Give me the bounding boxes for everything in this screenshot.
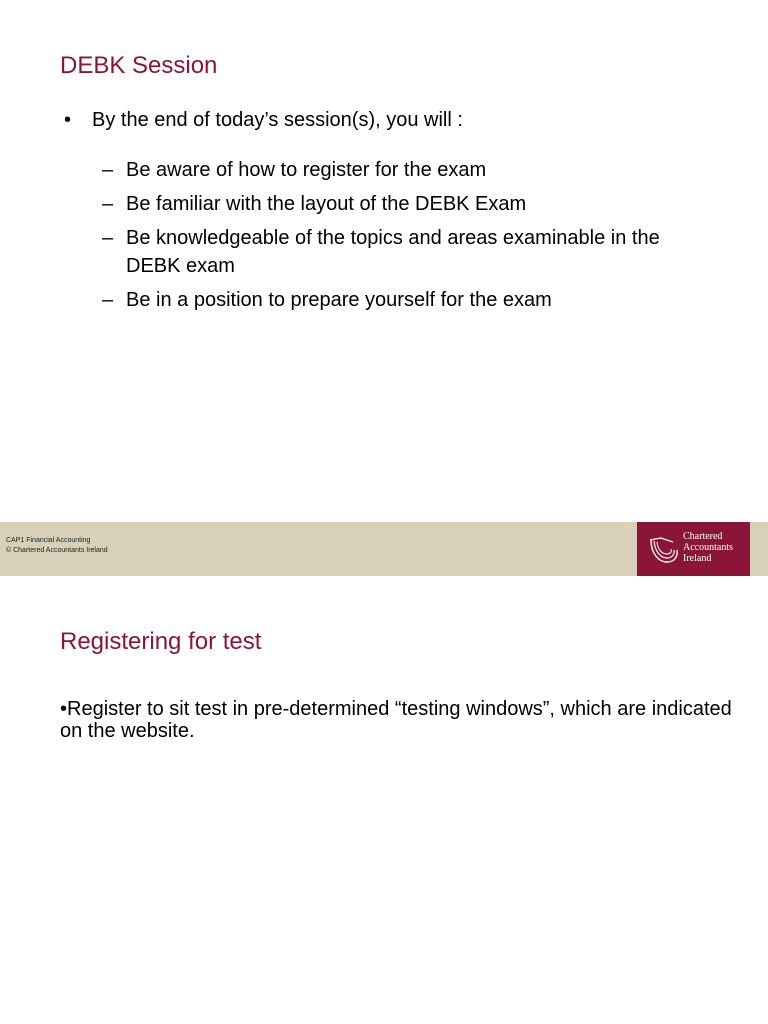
footer-copyright: © Chartered Accountants Ireland (6, 547, 108, 554)
body-paragraph: •Register to sit test in pre-determined “testing windows”, which are indicated on the website. (60, 698, 732, 742)
logo-wordmark (683, 531, 733, 564)
slide-title: DEBK Session (60, 52, 218, 79)
sub-bullet-text: Be familiar with the layout of the DEBK Exam (126, 193, 527, 215)
chartered-accountants-logo (637, 522, 750, 576)
chartered-accountants-crest-icon (647, 532, 681, 566)
dash-marker: – (102, 159, 114, 181)
logo-line: Chartered (683, 531, 723, 542)
sub-bullet-item (102, 286, 696, 314)
dash-marker: – (102, 193, 114, 215)
sub-bullet-item (102, 224, 696, 280)
dash-marker: – (102, 227, 114, 249)
slide-title: Registering for test (60, 628, 262, 655)
bullet-marker: • (64, 109, 72, 131)
footer-course: CAP1 Financial Accounting (6, 537, 91, 544)
sub-bullet-text: Be in a position to prepare yourself for the exam (126, 289, 552, 311)
sub-bullet-text: Be aware of how to register for the exam (126, 159, 487, 181)
logo-line: Ireland (683, 553, 712, 564)
footer-caption (6, 536, 108, 556)
sub-bullet-item (102, 156, 696, 184)
sub-bullet-list (102, 156, 696, 320)
dash-marker: – (102, 289, 114, 311)
sub-bullet-item (102, 190, 696, 218)
sub-bullet-text: Be knowledgeable of the topics and areas examinable in the DEBK exam (126, 227, 660, 277)
slide-footer (0, 522, 768, 576)
bullet-item (64, 108, 463, 132)
logo-line: Accountants (683, 542, 733, 553)
bullet-text: By the end of today’s session(s), you will : (92, 109, 463, 131)
